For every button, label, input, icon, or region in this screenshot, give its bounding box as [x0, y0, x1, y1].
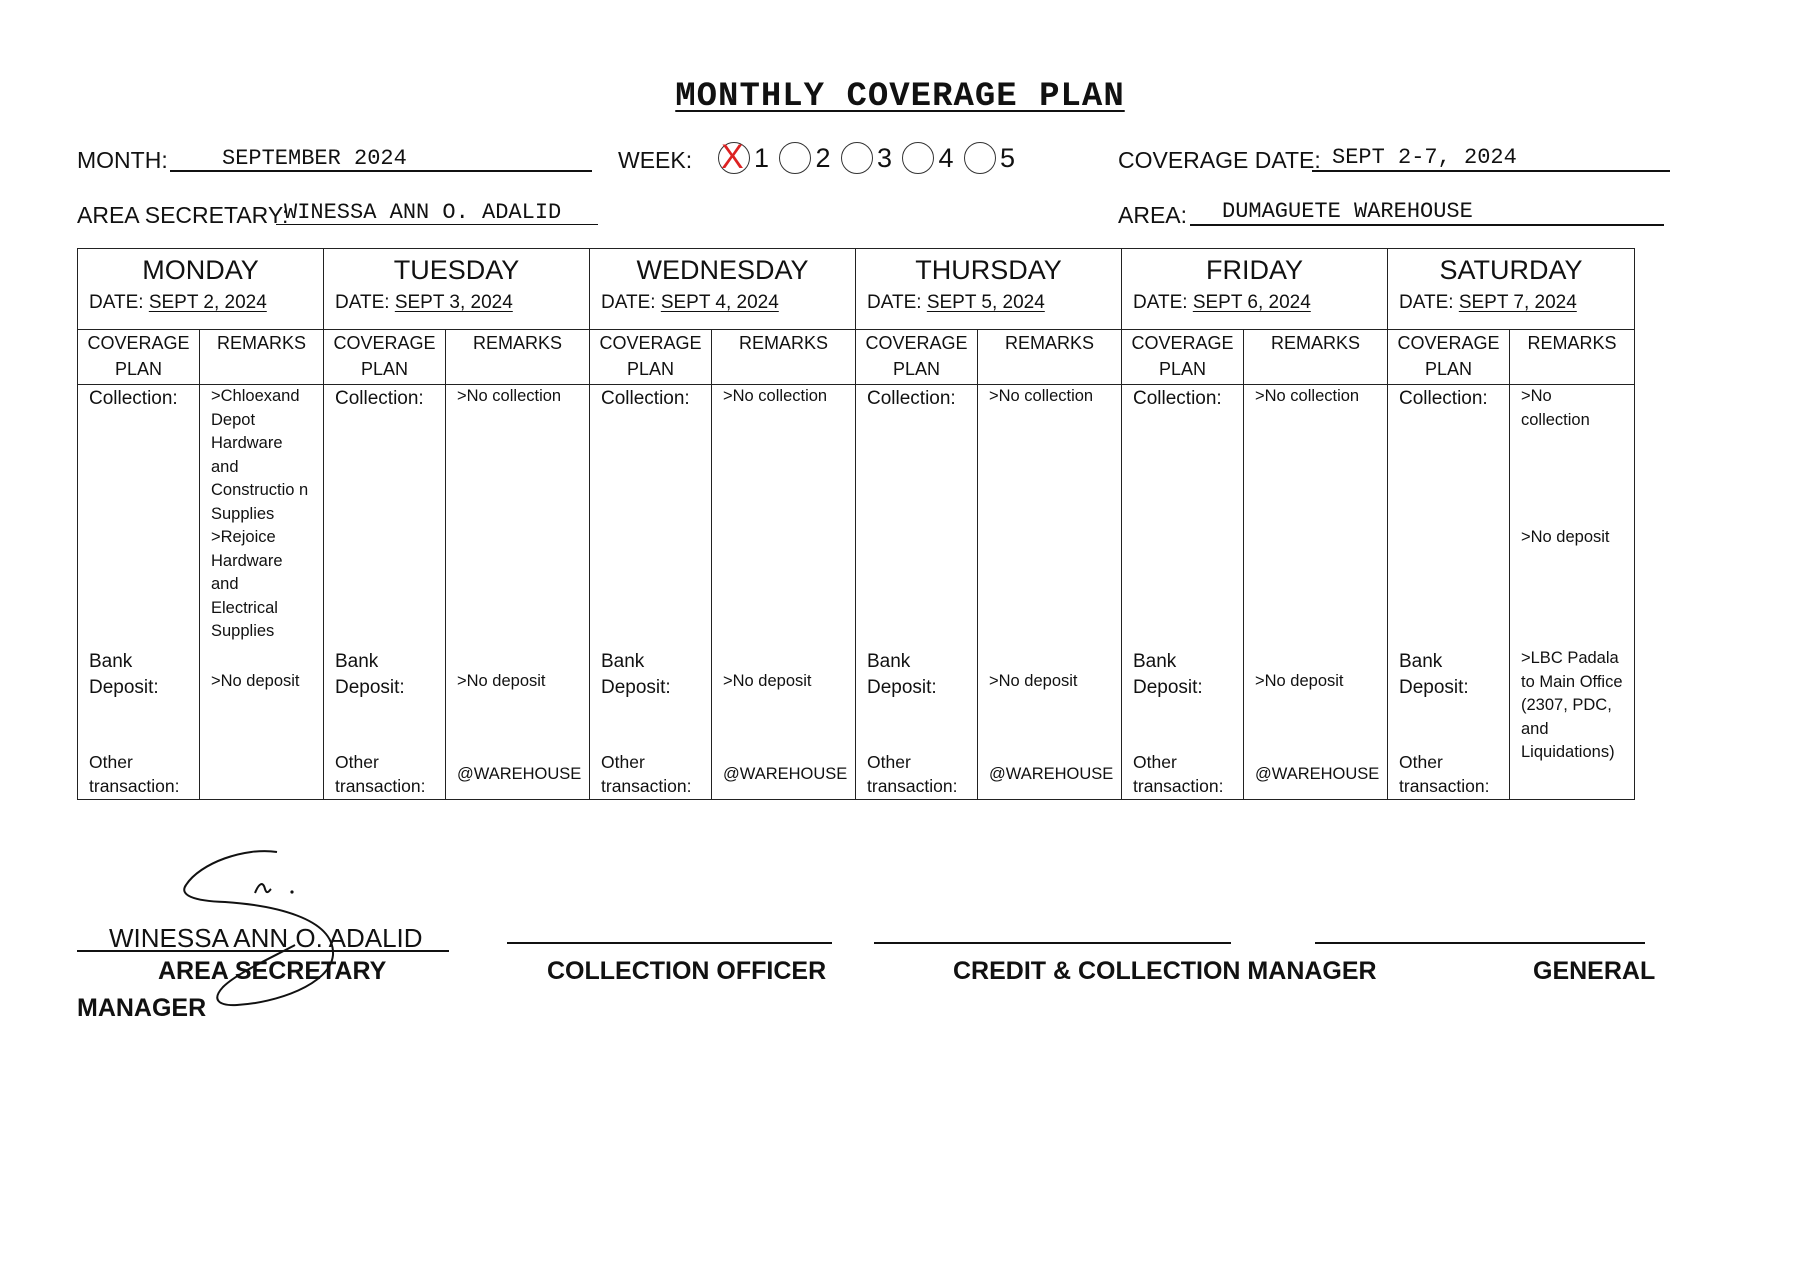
other-transaction-label: Other transaction: [601, 752, 692, 796]
remarks-cell-thursday [978, 385, 1122, 800]
remarks-bank-deposit: >No deposit [989, 672, 1078, 690]
remarks-cell-monday [200, 385, 324, 800]
week-radio-3[interactable] [841, 142, 873, 174]
remarks-cell-wednesday [712, 385, 856, 800]
remarks-other-transaction: @WAREHOUSE [989, 765, 1114, 783]
collection-label: Collection: [867, 388, 956, 409]
collection-label: Collection: [1399, 388, 1488, 409]
remarks-cell-friday [1244, 385, 1388, 800]
remarks-other-transaction: @WAREHOUSE [1255, 765, 1380, 783]
other-transaction-label: Other transaction: [89, 752, 180, 796]
day-name: MONDAY [142, 255, 259, 285]
coverage-plan-cell-wednesday [590, 385, 712, 800]
column-header-row [78, 330, 1635, 385]
remarks-other-transaction: @WAREHOUSE [723, 765, 848, 783]
remarks-collection: >No collection [1521, 387, 1590, 429]
col-header-coverage-plan: COVERAGE PLAN [324, 330, 446, 385]
coverage-date-label: COVERAGE DATE: [1118, 147, 1321, 173]
other-transaction-label: Other transaction: [1399, 752, 1490, 796]
week-number-2: 2 [815, 142, 831, 173]
col-header-remarks: REMARKS [712, 330, 856, 385]
col-header-remarks: REMARKS [446, 330, 590, 385]
other-transaction-label: Other transaction: [1133, 752, 1224, 796]
area-secretary-label: AREA SECRETARY: [77, 202, 289, 228]
col-header-coverage-plan: COVERAGE PLAN [856, 330, 978, 385]
col-header-remarks: REMARKS [200, 330, 324, 385]
col-header-coverage-plan: COVERAGE PLAN [1388, 330, 1510, 385]
day-name: WEDNESDAY [636, 255, 809, 285]
credit-manager-signature-line [874, 942, 1231, 944]
remarks-bank-deposit: >No deposit [457, 672, 546, 690]
week-number-1: 1 [754, 142, 770, 173]
week-radio-1[interactable] [718, 138, 750, 176]
checked-x-mark: X [721, 138, 744, 176]
remarks-cell-saturday [1510, 385, 1635, 800]
coverage-plan-cell-friday [1122, 385, 1244, 800]
general-manager-signature-line [1315, 942, 1645, 944]
coverage-date-underline [1312, 170, 1670, 172]
col-header-remarks: REMARKS [1510, 330, 1635, 385]
collection-label: Collection: [335, 388, 424, 409]
week-number-3: 3 [876, 142, 892, 173]
day-header-saturday [1388, 249, 1635, 330]
bank-deposit-label: Bank Deposit: [867, 651, 937, 698]
credit-manager-title: CREDIT & COLLECTION MANAGER [953, 957, 1377, 985]
day-header-thursday [856, 249, 1122, 330]
coverage-plan-cell-saturday [1388, 385, 1510, 800]
week-radio-2[interactable] [779, 142, 811, 174]
bank-deposit-label: Bank Deposit: [601, 651, 671, 698]
day-name: FRIDAY [1205, 255, 1303, 285]
other-transaction-label: Other transaction: [867, 752, 958, 796]
week-selector [718, 138, 1021, 176]
remarks-bank-deposit: >No deposit [211, 672, 300, 690]
day-date: DATE: SEPT 5, 2024 [867, 292, 1045, 313]
col-header-coverage-plan: COVERAGE PLAN [78, 330, 200, 385]
bank-deposit-label: Bank Deposit: [1399, 651, 1469, 698]
remarks-bank-deposit: >LBC Padala to Main Office (2307, PDC, and Liquidations) [1521, 649, 1623, 761]
coverage-plan-cell-thursday [856, 385, 978, 800]
day-name: SATURDAY [1439, 255, 1583, 285]
day-date: DATE: SEPT 6, 2024 [1133, 292, 1311, 313]
month-label: MONTH: [77, 147, 168, 173]
remarks-cell-tuesday [446, 385, 590, 800]
collection-label: Collection: [89, 388, 178, 409]
remarks-no-deposit: >No deposit [1521, 528, 1610, 546]
col-header-coverage-plan: COVERAGE PLAN [590, 330, 712, 385]
general-manager-title-1: GENERAL [1533, 957, 1656, 985]
remarks-collection: >No collection [1255, 387, 1360, 405]
day-date: DATE: SEPT 4, 2024 [601, 292, 779, 313]
collection-officer-title: COLLECTION OFFICER [547, 957, 827, 985]
day-header-wednesday [590, 249, 856, 330]
collection-label: Collection: [601, 388, 690, 409]
day-date: DATE: SEPT 3, 2024 [335, 292, 513, 313]
day-header-row [78, 249, 1635, 330]
day-header-tuesday [324, 249, 590, 330]
bank-deposit-label: Bank Deposit: [89, 651, 159, 698]
remarks-collection: >No collection [723, 387, 828, 405]
document-title: MONTHLY COVERAGE PLAN [675, 78, 1125, 116]
day-header-monday [78, 249, 324, 330]
secretary-name: WINESSA ANN O. ADALID [109, 923, 423, 953]
col-header-coverage-plan: COVERAGE PLAN [1122, 330, 1244, 385]
coverage-plan-table [77, 248, 1635, 800]
remarks-bank-deposit: >No deposit [723, 672, 812, 690]
plan-body-row [78, 385, 1635, 800]
collection-officer-signature-line [507, 942, 832, 944]
week-number-4: 4 [938, 142, 954, 173]
area-underline [1190, 224, 1664, 226]
collection-label: Collection: [1133, 388, 1222, 409]
day-name: TUESDAY [393, 255, 520, 285]
week-radio-5[interactable] [964, 142, 996, 174]
coverage-plan-cell-monday [78, 385, 200, 800]
area-label: AREA: [1118, 202, 1188, 228]
week-radio-4[interactable] [902, 142, 934, 174]
remarks-other-transaction: @WAREHOUSE [457, 765, 582, 783]
week-number-5: 5 [999, 142, 1015, 173]
col-header-remarks: REMARKS [1244, 330, 1388, 385]
day-header-friday [1122, 249, 1388, 330]
coverage-plan-cell-tuesday [324, 385, 446, 800]
remarks-bank-deposit: >No deposit [1255, 672, 1344, 690]
general-manager-title-2: MANAGER [77, 994, 207, 1022]
bank-deposit-label: Bank Deposit: [335, 651, 405, 698]
bank-deposit-label: Bank Deposit: [1133, 651, 1203, 698]
day-date: DATE: SEPT 7, 2024 [1399, 292, 1577, 313]
remarks-collection: >Chloexand Depot Hardware and Constructio n Supplies >Rejoice Hardware and Electrical Supplies [211, 387, 309, 640]
col-header-remarks: REMARKS [978, 330, 1122, 385]
remarks-collection: >No collection [457, 387, 562, 405]
week-label: WEEK: [618, 147, 693, 173]
area-secretary-value: WINESSA ANN O. ADALID [284, 200, 562, 225]
area-value: DUMAGUETE WAREHOUSE [1222, 199, 1473, 224]
other-transaction-label: Other transaction: [335, 752, 426, 796]
day-name: THURSDAY [915, 255, 1062, 285]
day-date: DATE: SEPT 2, 2024 [89, 292, 267, 313]
month-value: SEPTEMBER 2024 [222, 146, 407, 171]
coverage-date-value: SEPT 2-7, 2024 [1332, 145, 1517, 170]
area-secretary-title: AREA SECRETARY [158, 957, 387, 985]
remarks-collection: >No collection [989, 387, 1094, 405]
